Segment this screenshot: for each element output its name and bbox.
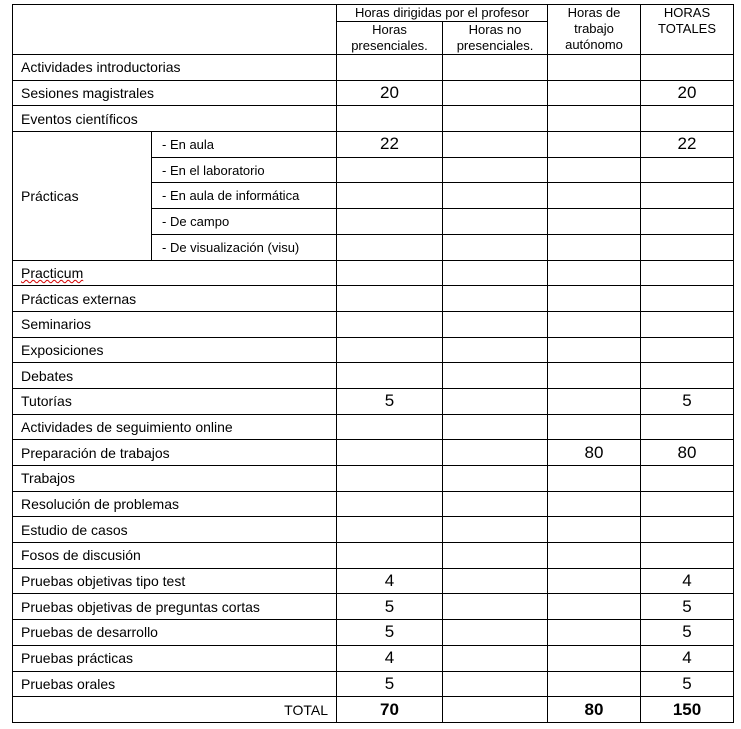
cell-presenciales: [337, 363, 443, 389]
table-row: [13, 466, 734, 492]
cell-total: [641, 466, 734, 492]
cell-autonomo: 80: [548, 697, 641, 723]
cell-presenciales: [337, 106, 443, 132]
cell-total: 5: [641, 620, 734, 646]
activity-label: [13, 260, 337, 286]
cell-no-presenciales: [443, 568, 548, 594]
cell-presenciales: [337, 414, 443, 440]
cell-total: [641, 209, 734, 235]
cell-total: [641, 260, 734, 286]
activity-label: Prácticas externas: [13, 286, 337, 312]
cell-autonomo: [548, 543, 641, 569]
cell-total: 20: [641, 80, 734, 106]
cell-no-presenciales: [443, 517, 548, 543]
cell-no-presenciales: [443, 286, 548, 312]
cell-autonomo: [548, 260, 641, 286]
cell-autonomo: [548, 645, 641, 671]
header-group-profesor: Horas dirigidas por el profesor: [337, 5, 548, 22]
cell-no-presenciales: [443, 363, 548, 389]
cell-total: [641, 183, 734, 209]
cell-autonomo: [548, 183, 641, 209]
header-no-presenciales: Horas no presenciales.: [443, 22, 548, 55]
practicas-group-label: Prácticas: [13, 132, 152, 260]
header-presenciales: Horas presenciales.: [337, 22, 443, 55]
cell-presenciales: 5: [337, 671, 443, 697]
header-totales: HORAS TOTALES: [641, 5, 734, 55]
cell-no-presenciales: [443, 157, 548, 183]
table-row: [13, 363, 734, 389]
cell-no-presenciales: [443, 491, 548, 517]
activity-label: Eventos científicos: [13, 106, 337, 132]
cell-presenciales: [337, 466, 443, 492]
cell-total: 4: [641, 568, 734, 594]
cell-presenciales: 22: [337, 132, 443, 158]
activity-label: Exposiciones: [13, 337, 337, 363]
table-row: [13, 491, 734, 517]
activity-label: Pruebas objetivas de preguntas cortas: [13, 594, 337, 620]
activity-label: Resolución de problemas: [13, 491, 337, 517]
table-row: [13, 286, 734, 312]
cell-autonomo: [548, 80, 641, 106]
cell-presenciales: 4: [337, 645, 443, 671]
table-row: [13, 80, 734, 106]
table-row: [13, 517, 734, 543]
cell-presenciales: 4: [337, 568, 443, 594]
table-row: [13, 645, 734, 671]
cell-autonomo: [548, 106, 641, 132]
cell-total: 22: [641, 132, 734, 158]
cell-no-presenciales: [443, 388, 548, 414]
cell-presenciales: [337, 543, 443, 569]
table-row: [13, 543, 734, 569]
table-row: [13, 594, 734, 620]
table-row-practicas: [13, 132, 734, 158]
cell-no-presenciales: [443, 260, 548, 286]
activity-label: Pruebas objetivas tipo test: [13, 568, 337, 594]
cell-no-presenciales: [443, 106, 548, 132]
cell-no-presenciales: [443, 440, 548, 466]
cell-total: 5: [641, 594, 734, 620]
cell-total: [641, 543, 734, 569]
cell-total: [641, 234, 734, 260]
cell-autonomo: [548, 55, 641, 81]
cell-total: [641, 106, 734, 132]
cell-total: 150: [641, 697, 734, 723]
total-row: [13, 697, 734, 723]
activity-label: Pruebas de desarrollo: [13, 620, 337, 646]
cell-total: 4: [641, 645, 734, 671]
total-label: TOTAL: [13, 697, 337, 723]
cell-presenciales: [337, 337, 443, 363]
cell-presenciales: [337, 209, 443, 235]
cell-presenciales: [337, 234, 443, 260]
cell-autonomo: [548, 517, 641, 543]
cell-presenciales: 5: [337, 620, 443, 646]
cell-total: [641, 414, 734, 440]
cell-no-presenciales: [443, 414, 548, 440]
table-row: [13, 568, 734, 594]
header-autonomo: Horas de trabajo autónomo: [548, 5, 641, 55]
table-row: [13, 671, 734, 697]
cell-total: [641, 491, 734, 517]
cell-autonomo: [548, 234, 641, 260]
cell-total: [641, 286, 734, 312]
cell-presenciales: 20: [337, 80, 443, 106]
cell-autonomo: [548, 620, 641, 646]
cell-autonomo: [548, 388, 641, 414]
cell-total: [641, 55, 734, 81]
activity-label: Trabajos: [13, 466, 337, 492]
table-row: [13, 311, 734, 337]
cell-no-presenciales: [443, 337, 548, 363]
cell-no-presenciales: [443, 620, 548, 646]
header-blank-cell: [13, 5, 337, 55]
spellcheck-flagged-word: Practicum: [21, 264, 84, 281]
cell-total: [641, 363, 734, 389]
cell-no-presenciales: [443, 55, 548, 81]
activity-label: Pruebas orales: [13, 671, 337, 697]
cell-autonomo: [548, 568, 641, 594]
cell-presenciales: [337, 183, 443, 209]
cell-autonomo: [548, 594, 641, 620]
practicas-sub-label: - En el laboratorio: [152, 157, 337, 183]
cell-total: [641, 311, 734, 337]
table-row: [13, 620, 734, 646]
practicas-sub-label: - De visualización (visu): [152, 234, 337, 260]
cell-presenciales: 5: [337, 594, 443, 620]
practicas-sub-label: - En aula: [152, 132, 337, 158]
activity-label: Actividades introductorias: [13, 55, 337, 81]
activity-label: Seminarios: [13, 311, 337, 337]
cell-total: 5: [641, 671, 734, 697]
cell-autonomo: [548, 491, 641, 517]
cell-no-presenciales: [443, 183, 548, 209]
table-row: [13, 388, 734, 414]
cell-no-presenciales: [443, 234, 548, 260]
cell-presenciales: [337, 157, 443, 183]
cell-total: [641, 517, 734, 543]
cell-total: 80: [641, 440, 734, 466]
cell-autonomo: [548, 414, 641, 440]
cell-autonomo: [548, 209, 641, 235]
cell-autonomo: [548, 466, 641, 492]
cell-presenciales: 5: [337, 388, 443, 414]
table-row: [13, 106, 734, 132]
cell-no-presenciales: [443, 594, 548, 620]
cell-no-presenciales: [443, 466, 548, 492]
cell-autonomo: [548, 286, 641, 312]
activity-label: Debates: [13, 363, 337, 389]
table-row: [13, 337, 734, 363]
cell-no-presenciales: [443, 80, 548, 106]
cell-no-presenciales: [443, 311, 548, 337]
cell-presenciales: 70: [337, 697, 443, 723]
table-row: [13, 55, 734, 81]
cell-no-presenciales: [443, 671, 548, 697]
table-row: [13, 414, 734, 440]
cell-no-presenciales: [443, 209, 548, 235]
practicas-sub-label: - En aula de informática: [152, 183, 337, 209]
cell-presenciales: [337, 55, 443, 81]
cell-autonomo: 80: [548, 440, 641, 466]
cell-autonomo: [548, 157, 641, 183]
cell-autonomo: [548, 671, 641, 697]
activity-label: Sesiones magistrales: [13, 80, 337, 106]
activity-label: Estudio de casos: [13, 517, 337, 543]
activity-label: Actividades de seguimiento online: [13, 414, 337, 440]
cell-no-presenciales: [443, 132, 548, 158]
cell-autonomo: [548, 311, 641, 337]
cell-presenciales: [337, 517, 443, 543]
cell-no-presenciales: [443, 697, 548, 723]
cell-total: [641, 337, 734, 363]
cell-presenciales: [337, 311, 443, 337]
activity-label: Fosos de discusión: [13, 543, 337, 569]
hours-table: [12, 4, 734, 723]
cell-no-presenciales: [443, 543, 548, 569]
cell-presenciales: [337, 491, 443, 517]
activity-label: Tutorías: [13, 388, 337, 414]
table-row: [13, 260, 734, 286]
cell-presenciales: [337, 440, 443, 466]
header-row-1: [13, 5, 734, 22]
cell-total: 5: [641, 388, 734, 414]
activity-label: Preparación de trabajos: [13, 440, 337, 466]
cell-presenciales: [337, 260, 443, 286]
practicas-sub-label: - De campo: [152, 209, 337, 235]
cell-no-presenciales: [443, 645, 548, 671]
cell-total: [641, 157, 734, 183]
cell-autonomo: [548, 132, 641, 158]
cell-autonomo: [548, 337, 641, 363]
cell-autonomo: [548, 363, 641, 389]
cell-presenciales: [337, 286, 443, 312]
table-row: [13, 440, 734, 466]
activity-label: Pruebas prácticas: [13, 645, 337, 671]
